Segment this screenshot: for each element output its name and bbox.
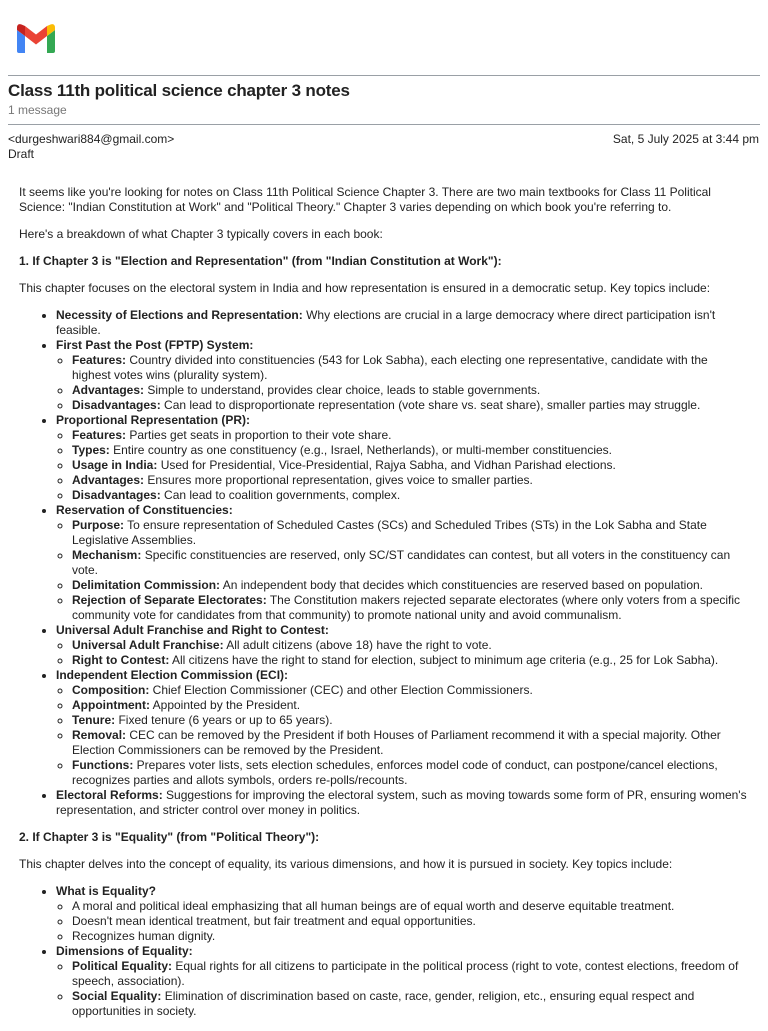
topic-term: What is Equality? — [56, 884, 157, 898]
subtopic-list — [56, 899, 749, 944]
subtopic-term: Functions: — [72, 758, 134, 772]
subtopic-term: Advantages: — [72, 473, 145, 487]
subtopic-text: An independent body that decides which constituencies are reserved based on population. — [220, 578, 704, 592]
topic-term: Electoral Reforms: — [56, 788, 163, 802]
subtopic-text: Prepares voter lists, sets election schedules, enforces model code of conduct, can postpone/cancel elections, recognizes parties and allots symbols, orders re-polls/recounts. — [72, 758, 718, 787]
subtopic-item — [72, 698, 749, 713]
subtopic-item — [72, 458, 749, 473]
subtopic-term: Disadvantages: — [72, 398, 161, 412]
subtopic-item — [72, 443, 749, 458]
subtopic-text: Ensures more proportional representation, gives voice to smaller parties. — [144, 473, 533, 487]
breakdown-paragraph: Here's a breakdown of what Chapter 3 typically covers in each book: — [19, 227, 383, 241]
draft-label: Draft — [8, 147, 35, 161]
subtopic-text: Doesn't mean identical treatment, but fair treatment and equal opportunities. — [72, 914, 476, 928]
subject-divider — [8, 124, 760, 125]
topic-item — [56, 788, 749, 818]
subtopic-item — [72, 548, 749, 578]
subtopic-term: Tenure: — [72, 713, 116, 727]
subtopic-text: Can lead to disproportionate representation (vote share vs. seat share), smaller parties may struggle. — [160, 398, 701, 412]
subtopic-term: Usage in India: — [72, 458, 158, 472]
subtopic-text: Parties get seats in proportion to their vote share. — [126, 428, 392, 442]
subtopic-text: All citizens have the right to stand for election, subject to minimum age criteria (e.g., 25 for Lok Sabha). — [169, 653, 719, 667]
subtopic-text: Chief Election Commissioner (CEC) and other Election Commissioners. — [149, 683, 533, 697]
subtopic-term: Disadvantages: — [72, 488, 161, 502]
subtopic-text: Specific constituencies are reserved, only SC/ST candidates can contest, but all voters in the constituency can vote. — [72, 548, 731, 577]
subtopic-item — [72, 578, 749, 593]
topic-item — [56, 503, 749, 623]
section-heading: 1. If Chapter 3 is "Election and Representation" (from "Indian Constitution at Work"): — [19, 254, 502, 268]
section-heading-line — [19, 254, 749, 269]
email-date: Sat, 5 July 2025 at 3:44 pm — [612, 132, 759, 146]
topic-list — [19, 308, 749, 818]
topic-list — [19, 884, 749, 1019]
subtopic-list — [56, 959, 749, 1019]
subtopic-item — [72, 428, 749, 443]
topic-term: Proportional Representation (PR): — [56, 413, 251, 427]
topic-item — [56, 668, 749, 788]
subtopic-item — [72, 383, 749, 398]
topic-term: Reservation of Constituencies: — [56, 503, 233, 517]
subtopic-text: CEC can be removed by the President if both Houses of Parliament recommend it with a special majority. Other Election Commissioners can be removed by the President. — [72, 728, 721, 757]
subtopic-item — [72, 683, 749, 698]
subtopic-item — [72, 638, 749, 653]
subtopic-item — [72, 929, 749, 944]
subtopic-item — [72, 728, 749, 758]
subtopic-item — [72, 398, 749, 413]
subtopic-text: All adult citizens (above 18) have the right to vote. — [223, 638, 492, 652]
subtopic-text: A moral and political ideal emphasizing that all human beings are of equal worth and deserve equitable treatment. — [72, 899, 675, 913]
subtopic-item — [72, 488, 749, 503]
subtopic-term: Types: — [72, 443, 110, 457]
message-count: 1 message — [8, 103, 67, 117]
subtopic-term: Political Equality: — [72, 959, 173, 973]
topic-term: Necessity of Elections and Representation: — [56, 308, 303, 322]
subtopic-item — [72, 914, 749, 929]
subtopic-list — [56, 638, 749, 668]
header-divider — [8, 75, 760, 76]
topic-item — [56, 308, 749, 338]
subtopic-list — [56, 353, 749, 413]
sender-address[interactable]: <durgeshwari884@gmail.com> — [8, 132, 175, 146]
subtopic-text: Elimination of discrimination based on caste, race, gender, religion, etc., ensuring equal respect and opportunities in society. — [72, 989, 695, 1018]
section-intro: This chapter delves into the concept of equality, its various dimensions, and how it is pursued in society. Key topics include: — [19, 857, 673, 871]
subtopic-text: Country divided into constituencies (543 for Lok Sabha), each electing one representative, candidate with the highest votes wins (plurality system). — [72, 353, 708, 382]
subtopic-item — [72, 353, 749, 383]
subtopic-term: Mechanism: — [72, 548, 142, 562]
topic-term: First Past the Post (FPTP) System: — [56, 338, 254, 352]
subtopic-item — [72, 713, 749, 728]
topic-term: Dimensions of Equality: — [56, 944, 193, 958]
subtopic-term: Delimitation Commission: — [72, 578, 221, 592]
topic-term: Independent Election Commission (ECI): — [56, 668, 289, 682]
sections-container — [19, 254, 749, 1019]
subtopic-text: The Constitution makers rejected separate electorates (where only voters from a specific community vote for candidates from that community) to promote national unity and avoid communalism. — [72, 593, 741, 622]
subtopic-list — [56, 518, 749, 623]
subtopic-text: Recognizes human dignity. — [72, 929, 216, 943]
subtopic-item — [72, 758, 749, 788]
topic-item — [56, 338, 749, 413]
subtopic-item — [72, 899, 749, 914]
section-intro: This chapter focuses on the electoral system in India and how representation is ensured in a democratic setup. Key topics include: — [19, 281, 711, 295]
section-heading-line — [19, 830, 749, 845]
subtopic-text: Appointed by the President. — [149, 698, 301, 712]
email-subject: Class 11th political science chapter 3 notes — [8, 81, 350, 100]
subtopic-term: Right to Contest: — [72, 653, 170, 667]
subtopic-term: Appointment: — [72, 698, 150, 712]
subtopic-term: Features: — [72, 428, 127, 442]
subtopic-text: Fixed tenure (6 years or up to 65 years). — [115, 713, 333, 727]
subtopic-term: Composition: — [72, 683, 150, 697]
subtopic-text: To ensure representation of Scheduled Castes (SCs) and Scheduled Tribes (STs) in the Lok Sabha and State Legislative Assemblies. — [72, 518, 707, 547]
topic-item — [56, 884, 749, 944]
intro-paragraph: It seems like you're looking for notes on Class 11th Political Science Chapter 3. There are two main textbooks for Class 11 Political Science: "Indian Constitution at Work" and "Political Theory." Chapter 3 varies depending on which book you're referring to. — [19, 185, 711, 214]
subtopic-item — [72, 959, 749, 989]
subtopic-text: Can lead to coalition governments, complex. — [160, 488, 401, 502]
subtopic-term: Features: — [72, 353, 127, 367]
section-heading: 2. If Chapter 3 is "Equality" (from "Political Theory"): — [19, 830, 320, 844]
subtopic-term: Advantages: — [72, 383, 145, 397]
subtopic-list — [56, 428, 749, 503]
subtopic-term: Rejection of Separate Electorates: — [72, 593, 267, 607]
subtopic-term: Removal: — [72, 728, 127, 742]
subtopic-term: Purpose: — [72, 518, 125, 532]
topic-item — [56, 623, 749, 668]
topic-item — [56, 944, 749, 1019]
subtopic-item — [72, 473, 749, 488]
subtopic-text: Equal rights for all citizens to participate in the political process (right to vote, contest elections, freedom of speech, association). — [72, 959, 739, 988]
topic-text: Suggestions for improving the electoral system, such as moving towards some form of PR, ensuring women's representation, and stricter control over money in politics. — [56, 788, 747, 817]
topic-term: Universal Adult Franchise and Right to Contest: — [56, 623, 329, 637]
subtopic-item — [72, 989, 749, 1019]
subtopic-text: Entire country as one constituency (e.g., Israel, Netherlands), or multi-member constituencies. — [109, 443, 613, 457]
topic-text: Why elections are crucial in a large democracy where direct participation isn't feasible. — [56, 308, 716, 337]
subtopic-item — [72, 593, 749, 623]
subtopic-list — [56, 683, 749, 788]
email-body — [19, 185, 749, 1031]
subtopic-term: Social Equality: — [72, 989, 162, 1003]
subtopic-text: Simple to understand, provides clear choice, leads to stable governments. — [144, 383, 541, 397]
subtopic-term: Universal Adult Franchise: — [72, 638, 224, 652]
gmail-icon[interactable] — [15, 22, 57, 54]
topic-item — [56, 413, 749, 503]
subtopic-item — [72, 518, 749, 548]
subtopic-item — [72, 653, 749, 668]
subtopic-text: Used for Presidential, Vice-Presidential, Rajya Sabha, and Vidhan Parishad elections. — [157, 458, 616, 472]
